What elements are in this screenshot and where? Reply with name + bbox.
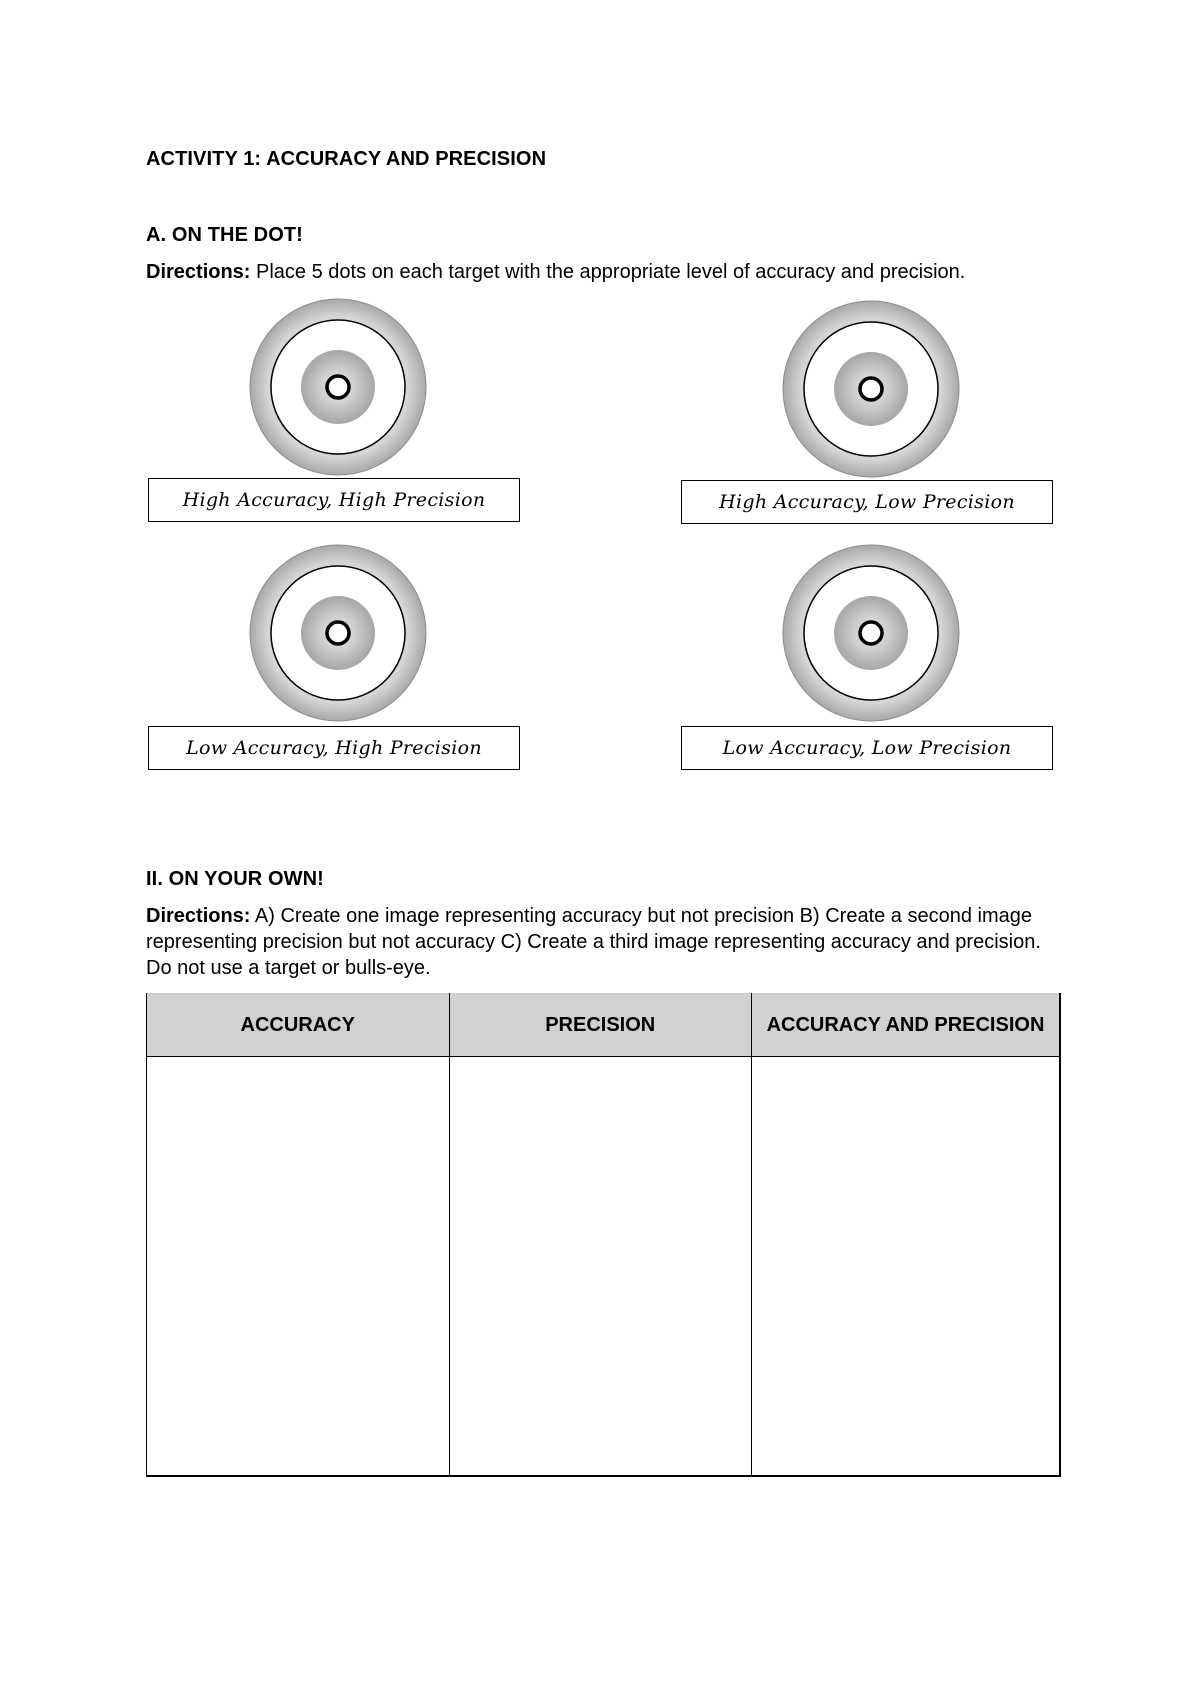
section-b-heading: II. ON YOUR OWN! <box>146 868 324 890</box>
table-row <box>147 1057 1061 1477</box>
target-label: Low Accuracy, High Precision <box>148 726 520 770</box>
section-a-heading: A. ON THE DOT! <box>146 224 303 246</box>
accuracy-and-precision-drawing-cell[interactable] <box>751 1057 1060 1477</box>
section-b-directions <box>146 903 1068 981</box>
directions-text: A) Create one image representing accuracy but not precision B) Create a second image representing precision but not accuracy C) Create a third image representing accuracy and precision. Do not use a target or bulls-eye. <box>146 905 1041 979</box>
target-low-accuracy-low-precision <box>782 544 960 722</box>
target-low-accuracy-high-precision <box>249 544 427 722</box>
target-high-accuracy-low-precision <box>782 300 960 478</box>
answer-table <box>146 993 1061 1477</box>
precision-drawing-cell[interactable] <box>449 1057 751 1477</box>
header-accuracy-and-precision: ACCURACY AND PRECISION <box>751 993 1060 1057</box>
target-high-accuracy-high-precision <box>249 298 427 476</box>
section-a-directions <box>146 259 1086 285</box>
header-precision: PRECISION <box>449 993 751 1057</box>
accuracy-drawing-cell[interactable] <box>147 1057 450 1477</box>
directions-text: Place 5 dots on each target with the appropriate level of accuracy and precision. <box>250 261 966 283</box>
header-accuracy: ACCURACY <box>147 993 450 1057</box>
directions-label: Directions: <box>146 905 251 927</box>
target-label: High Accuracy, Low Precision <box>681 480 1053 524</box>
target-label: Low Accuracy, Low Precision <box>681 726 1053 770</box>
table-header-row <box>147 993 1061 1057</box>
target-label: High Accuracy, High Precision <box>148 478 520 522</box>
activity-title: ACTIVITY 1: ACCURACY AND PRECISION <box>146 148 547 170</box>
directions-label: Directions: <box>146 261 251 283</box>
